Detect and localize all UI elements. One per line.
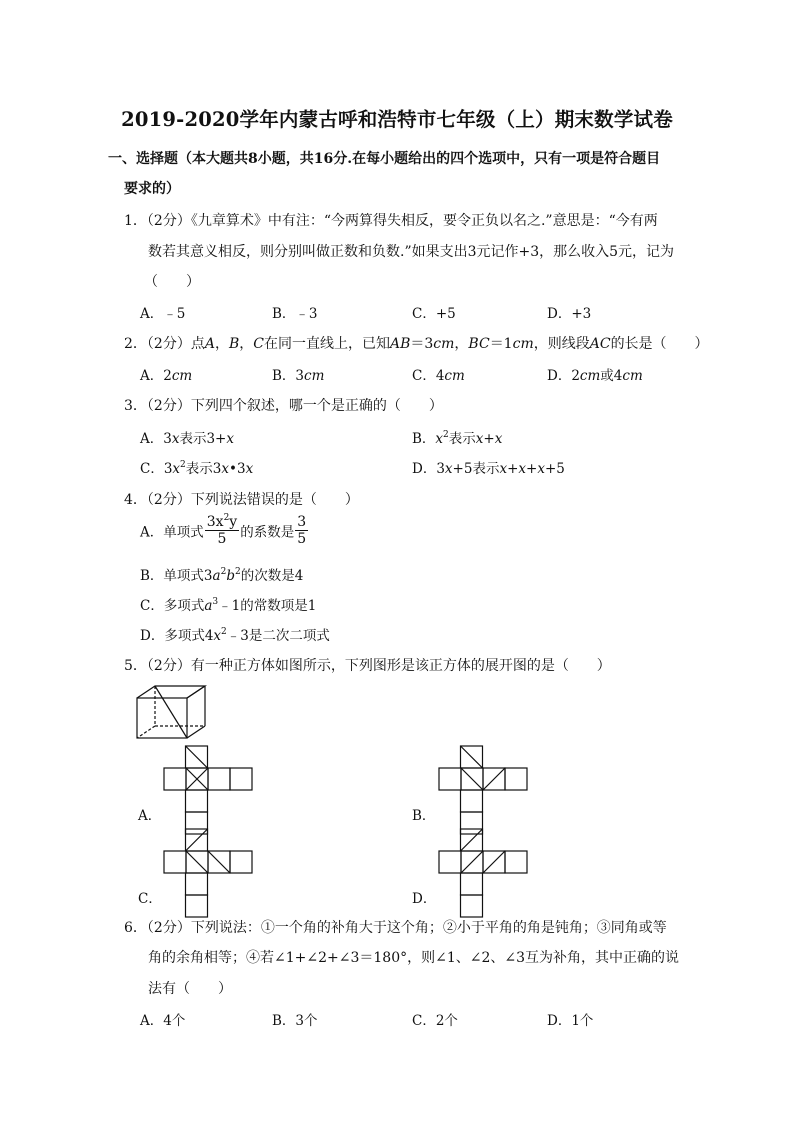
q3-option-d: D．3x+5表示x+x+x+5 (412, 461, 565, 477)
q4-option-b: B．单项式$3a^2b^2$的次数是4 (140, 567, 304, 584)
q3-stem: 3．（2分）下列四个叙述，哪一个是正确的（ ） (124, 398, 443, 414)
q2-stem: 2．（2分）点A，B，C在同一直线上，已知AB＝3cm，BC＝1cm，则线段AC的长是（ ） (124, 336, 709, 352)
q1-option-c: C．+5 (412, 306, 456, 322)
q1-option-b: B．﹣3 (272, 306, 318, 322)
q5-option-c: C． (138, 891, 162, 907)
net-b-figure (438, 745, 530, 837)
section-heading-line1: 一、选择题（本大题共8小题，共16分.在每小题给出的四个选项中，只有一项是符合题目 (108, 151, 661, 167)
cube-figure (136, 684, 208, 740)
q5-option-b: B． (412, 808, 436, 824)
q3-option-b: B．$x^2$表示x+x (412, 430, 503, 447)
q3-option-c: C．$3x^2$表示3x•3x (140, 460, 254, 477)
q6-option-d: D．1个 (547, 1013, 594, 1029)
q1-option-a: A．﹣5 (140, 306, 186, 322)
q4-stem: 4．（2分）下列说法错误的是（ ） (124, 492, 359, 508)
page-title: 2019-2020学年内蒙古呼和浩特市七年级（上）期末数学试卷 (121, 108, 673, 131)
q1-option-d: D．+3 (547, 306, 592, 322)
q5-option-d: D． (412, 891, 437, 907)
q4-option-a: A．单项式 $\frac{3x^2y}{5}$ 的系数是 $\frac{3}{5}$ (140, 513, 307, 547)
q6-option-a: A．4个 (140, 1013, 186, 1029)
section-heading-line2: 要求的） (124, 181, 180, 197)
q4-option-d: D．多项式$4x^2﹣3$是二次二项式 (140, 627, 330, 644)
q4-option-c: C．多项式$a^3﹣1$的常数项是1 (140, 597, 317, 614)
q6-line2: 角的余角相等；④若∠1+∠2+∠3＝180°，则∠1、∠2、∠3互为补角，其中正确的说 (148, 950, 680, 966)
q3-option-a: A．3x表示3+x (140, 431, 234, 447)
q4-fraction-coefficient: $\frac{3}{5}$ (297, 514, 307, 547)
q2-option-a: A．2cm (140, 368, 193, 384)
q2-option-c: C．4cm (412, 368, 465, 384)
q1-line3: （ ） (144, 274, 200, 290)
q6-line3: 法有（ ） (148, 981, 232, 997)
q6-option-b: B．3个 (272, 1013, 318, 1029)
q5-stem: 5．（2分）有一种正方体如图所示，下列图形是该正方体的展开图的是（ ） (124, 658, 611, 674)
q5-option-a: A． (138, 808, 162, 824)
q4-fraction-monomial: $\frac{3x^2y}{5}$ (206, 513, 238, 547)
q1-line2: 数若其意义相反，则分别叫做正数和负数.”如果支出3元记作+3，那么收入5元，记为 (148, 244, 675, 260)
q2-option-d: D．2cm或4cm (547, 368, 643, 384)
q6-line1: 6．（2分）下列说法：①一个角的补角大于这个角；②小于平角的角是钝角；③同角或等 (124, 920, 667, 936)
q6-option-c: C．2个 (412, 1013, 458, 1029)
q2-option-b: B．3cm (272, 368, 325, 384)
net-d-figure (438, 828, 530, 920)
net-a-figure (163, 745, 255, 837)
net-c-figure (163, 828, 255, 920)
q1-line1: 1．（2分）《九章算术》中有注：“今两算得失相反，要令正负以名之.”意思是：“今有两 (124, 213, 658, 229)
